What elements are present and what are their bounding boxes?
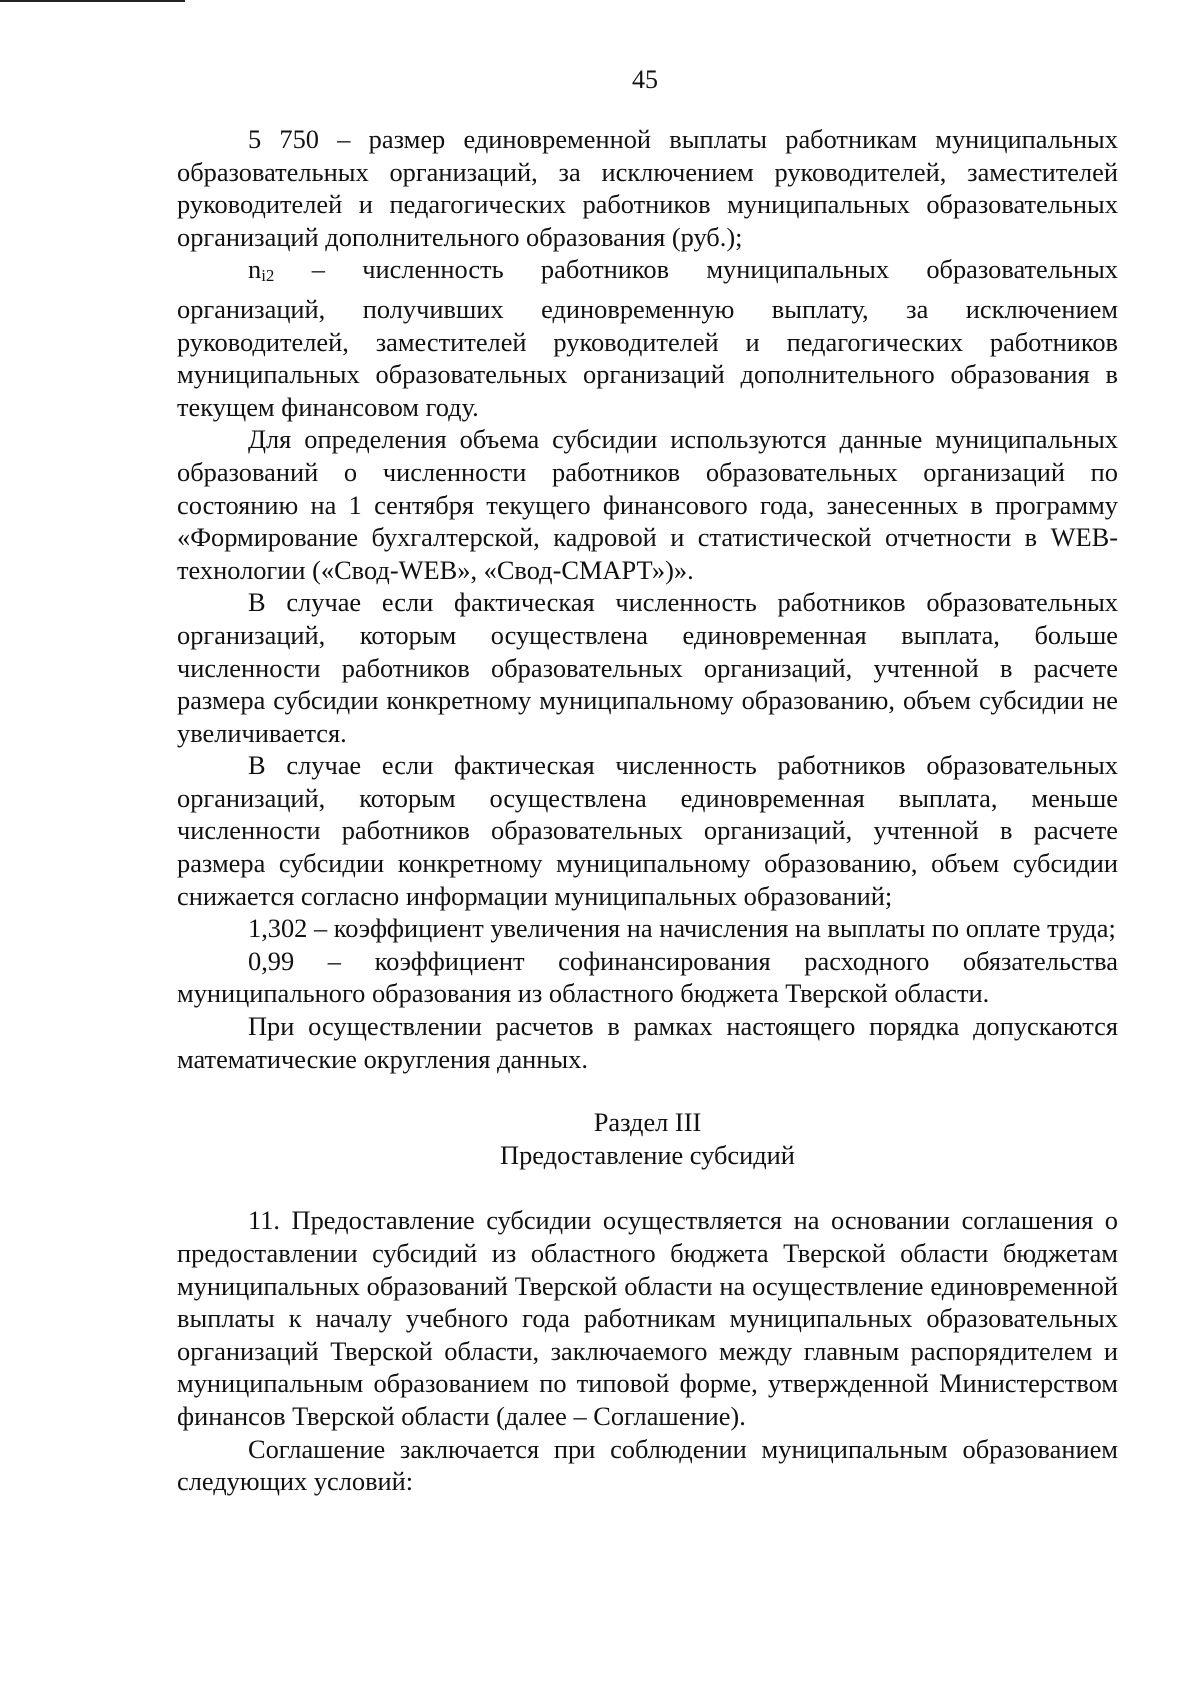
scan-edge-line bbox=[0, 0, 185, 2]
paragraph-rounding: При осуществлении расчетов в рамках настоящего порядка допускаются математические округления данных. bbox=[177, 1011, 1118, 1074]
paragraph-actual-more: В случае если фактическая численность работников образовательных организаций, которым осуществлена единовременная выплата, больше численности работников образовательных организаций, учтенной в расчете размера субсидии конкретному муниципальному образованию, объем субсидии не увеличивается. bbox=[177, 587, 1118, 748]
variable-symbol: n bbox=[248, 254, 262, 285]
section-subtitle: Предоставление субсидий bbox=[500, 1139, 795, 1170]
paragraph-coefficient-1302: 1,302 – коэффициент увеличения на начисления на выплаты по оплате труда; bbox=[248, 913, 1116, 944]
paragraph-coefficient-099: 0,99 – коэффициент софинансирования расходного обязательства муниципального образования из областного бюджета Тверской области. bbox=[177, 945, 1118, 1009]
paragraph-text: – численность работников муниципальных образовательных организаций, получивших единовременную выплату, за исключением руководителей, заместителей руководителей и педагогических работников муниципальных образовательных организаций дополнительного образования в текущем финансовом году. bbox=[177, 254, 1118, 422]
paragraph-prefix: 5 750 – bbox=[248, 124, 369, 154]
paragraph-formula-5750 bbox=[177, 123, 1118, 253]
page-number: 45 bbox=[632, 65, 658, 94]
paragraph-formula-ni2 bbox=[177, 253, 1118, 423]
section-heading: Раздел III bbox=[593, 1107, 702, 1138]
variable-subscript: i2 bbox=[261, 266, 275, 286]
document-body bbox=[177, 123, 1118, 1498]
paragraph-actual-less: В случае если фактическая численность работников образовательных организаций, которым осуществлена единовременная выплата, меньше численности работников образовательных организаций, учтенной в расчете размера субсидии конкретному муниципальному образованию, объем субсидии снижается согласно информации муниципальных образований; bbox=[177, 750, 1118, 911]
paragraph-clause-11: 11. Предоставление субсидии осуществляется на основании соглашения о предоставлении субсидий из областного бюджета Тверской области бюджетам муниципальных образований Тверской области на осуществление единовременной выплаты к началу учебного года работникам муниципальных образовательных организаций Тверской области, заключаемого между главным распорядителем и муниципальным образованием по типовой форме, утвержденной Министерством финансов Тверской области (далее – Соглашение). bbox=[177, 1205, 1118, 1431]
paragraph-data-source: Для определения объема субсидии используются данные муниципальных образований о численности работников образовательных организаций по состоянию на 1 сентября текущего финансового года, занесенных в программу «Формирование бухгалтерской, кадровой и статистической отчетности в WEB-технологии («Свод-WEB», «Свод-СМАРТ»)». bbox=[177, 424, 1118, 585]
paragraph-agreement-conditions: Соглашение заключается при соблюдении муниципальным образованием следующих условий: bbox=[177, 1433, 1118, 1497]
paragraph-text: размер единовременной выплаты работникам муниципальных образовательных организаций, за исключением руководителей, заместителей руководителей и педагогических работников муниципальных образовательных организаций дополнительного образования (руб.); bbox=[177, 124, 1118, 252]
